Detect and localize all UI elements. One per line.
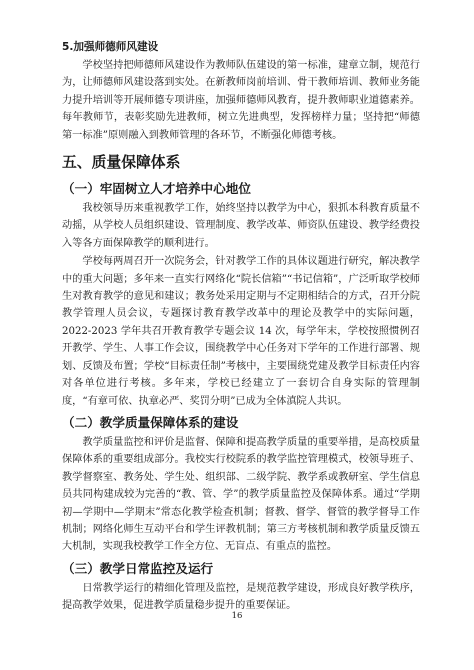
subsection-heading-3: （三）教学日常监控及运行 (62, 560, 214, 576)
section-heading-quality-assurance: 五、质量保障体系 (62, 154, 181, 172)
subsection-heading-2: （二）教学质量保障体系的建设 (62, 414, 239, 430)
paragraph-1-1: 我校领导历来重视教学工作，始终坚持以教学为中心，狠抓本科教育质量不动摇，从学校人员组织建设、管理制度、教学改革、师资队伍建设、教学经费投入等各方面保障教学的顺利进行。 (62, 203, 420, 249)
page-number: 16 (231, 611, 243, 621)
paragraph-2-1: 教学质量监控和评价是监督、保障和提高教学质量的重要举措，是高校质量保障体系的重要组成部分。我校实行校院系的教学监控管理模式，校领导班子、教学督察室、教务处、学生处、组织部、二级学院、教学系或教研室、学生信息员共同构建成较为完善的“教、管、学”的教学质量监控及保障体系。通过“学期初—学期中—学期末”常态化教学检查机制；督教、督学、督管的教学督导工作机制；网络化师生互动平台和学生评教机制；第三方考核机制和教学质量反馈五大机制，实现我校教学工作全方位、无盲点、有重点的监控。 (62, 436, 420, 553)
paragraph-1-2: 学校每两周召开一次院务会，针对教学工作的具体议题进行研究，解决教学中的重大问题；多年来一直实行网络化“院长信箱”“书记信箱”，广泛听取学校师生对教育教学的意见和建议；教务处采用定期与不定期相结合的方式，召开分院教学管理人员会议，专题探讨教育教学改革中的理论及教学中的实际问题，2022-2023 学年共召开教育教学专题会议 14 次，每学年末，学校按照惯例召开教学、学生、人事工作会议，围绕教学中心任务对下学年的工作进行部署、规划、反馈及布置；学校“目标责任制”考核中，主要围绕党建及教学目标责任内容对各单位进行考核。多年来，学校已经建立了一套切合自身实际的管理制度，“有章可依、执章必严、奖罚分明”已成为全体滇院人共识。 (62, 256, 420, 407)
subheading-teacher-ethics: 5.加强师德师风建设 (62, 41, 159, 53)
paragraph-3-1: 日常教学运行的精细化管理及监控，是规范教学建设，形成良好教学秩序，提高教学效果，促进教学质量稳步提升的重要保证。 (62, 582, 420, 612)
page-content (62, 40, 420, 615)
subsection-heading-1: （一）牢固树立人才培养中心地位 (62, 181, 251, 197)
paragraph-teacher-ethics: 学校坚持把师德师风建设作为教师队伍建设的第一标准，建章立制，规范行为，让师德师风建设落到实处。在新教师岗前培训、骨干教师培训、教师业务能力提升培训等开展师德专项讲座，加强师德师风教育，提升教师职业道德素养。每年教师节，表彰奖励先进教师，树立先进典型，发挥榜样力量；坚持把“师德第一标准”原则融入到教师管理的各环节，不断强化师德考核。 (62, 60, 420, 141)
